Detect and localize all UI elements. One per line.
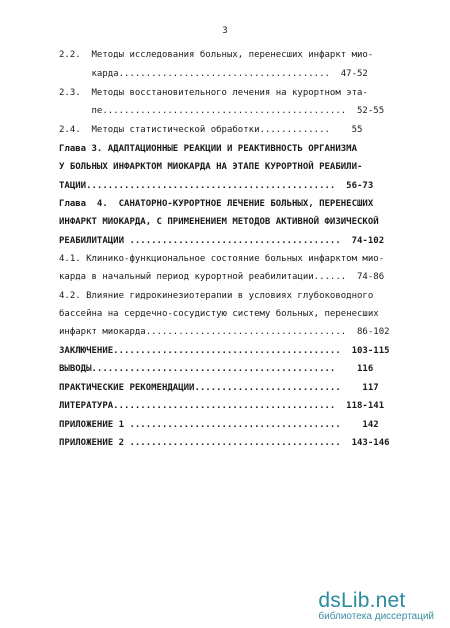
watermark-logo-text: dsLib.net: [318, 589, 406, 612]
toc-line-ch3-a: Глава 3. АДАПТАЦИОННЫЕ РЕАКЦИИ И РЕАКТИВНОСТЬ ОРГАНИЗМА: [59, 144, 358, 154]
dslib-watermark: [318, 589, 434, 622]
toc-line-4-2-b: бассейна на сердечно-сосудистую систему больных, перенесших: [59, 309, 379, 319]
toc-line-ch3-c: ТАЦИИ.............................................. 56-73: [59, 181, 374, 191]
toc-line-literature: ЛИТЕРАТУРА......................................... 118-141: [59, 401, 385, 411]
toc-line-appendix-1: ПРИЛОЖЕНИЕ 1 ....................................... 142: [59, 420, 379, 430]
toc-line-ch3-b: У БОЛЬНЫХ ИНФАРКТОМ МИОКАРДА НА ЭТАПЕ КУРОРТНОЙ РЕАБИЛИ-: [59, 162, 363, 172]
toc-line-vyvody: ВЫВОДЫ............................................. 116: [59, 364, 374, 374]
toc-line-recommendations: ПРАКТИЧЕСКИЕ РЕКОМЕНДАЦИИ........................... 117: [59, 383, 379, 393]
toc-line-ch4-a: Глава 4. САНАТОРНО-КУРОРТНОЕ ЛЕЧЕНИЕ БОЛЬНЫХ, ПЕРЕНЕСШИХ: [59, 199, 374, 209]
page-number: 3: [222, 26, 228, 36]
toc-line-2-4: 2.4. Методы статистической обработки............. 55: [59, 125, 363, 135]
toc-line-2-3-b: пе............................................. 52-55: [59, 106, 385, 116]
toc-line-ch4-c: РЕАБИЛИТАЦИИ ....................................... 74-102: [59, 236, 385, 246]
toc-line-2-3-a: 2.3. Методы восстановительного лечения на курортном эта-: [59, 88, 368, 98]
toc-line-ch4-b: ИНФАРКТ МИОКАРДА, С ПРИМЕНЕНИЕМ МЕТОДОВ АКТИВНОЙ ФИЗИЧЕСКОЙ: [59, 217, 379, 227]
watermark-caption: библиотека диссертаций: [318, 611, 434, 622]
toc-line-appendix-2: ПРИЛОЖЕНИЕ 2 ....................................... 143-146: [59, 438, 390, 448]
toc-line-conclusion: ЗАКЛЮЧЕНИЕ.......................................... 103-115: [59, 346, 390, 356]
toc-line-2-2-a: 2.2. Методы исследования больных, перенесших инфаркт мио-: [59, 50, 374, 60]
toc-line-2-2-b: карда....................................... 47-52: [59, 69, 368, 79]
toc-line-4-2-a: 4.2. Влияние гидрокинезиотерапии в условиях глубоководного: [59, 291, 374, 301]
toc-line-4-2-c: инфаркт миокарда..................................... 86-102: [59, 327, 390, 337]
toc-line-4-1-b: карда в начальный период курортной реабилитации...... 74-86: [59, 272, 385, 282]
toc-line-4-1-a: 4.1. Клинико-функциональное состояние больных инфарктом мио-: [59, 254, 385, 264]
